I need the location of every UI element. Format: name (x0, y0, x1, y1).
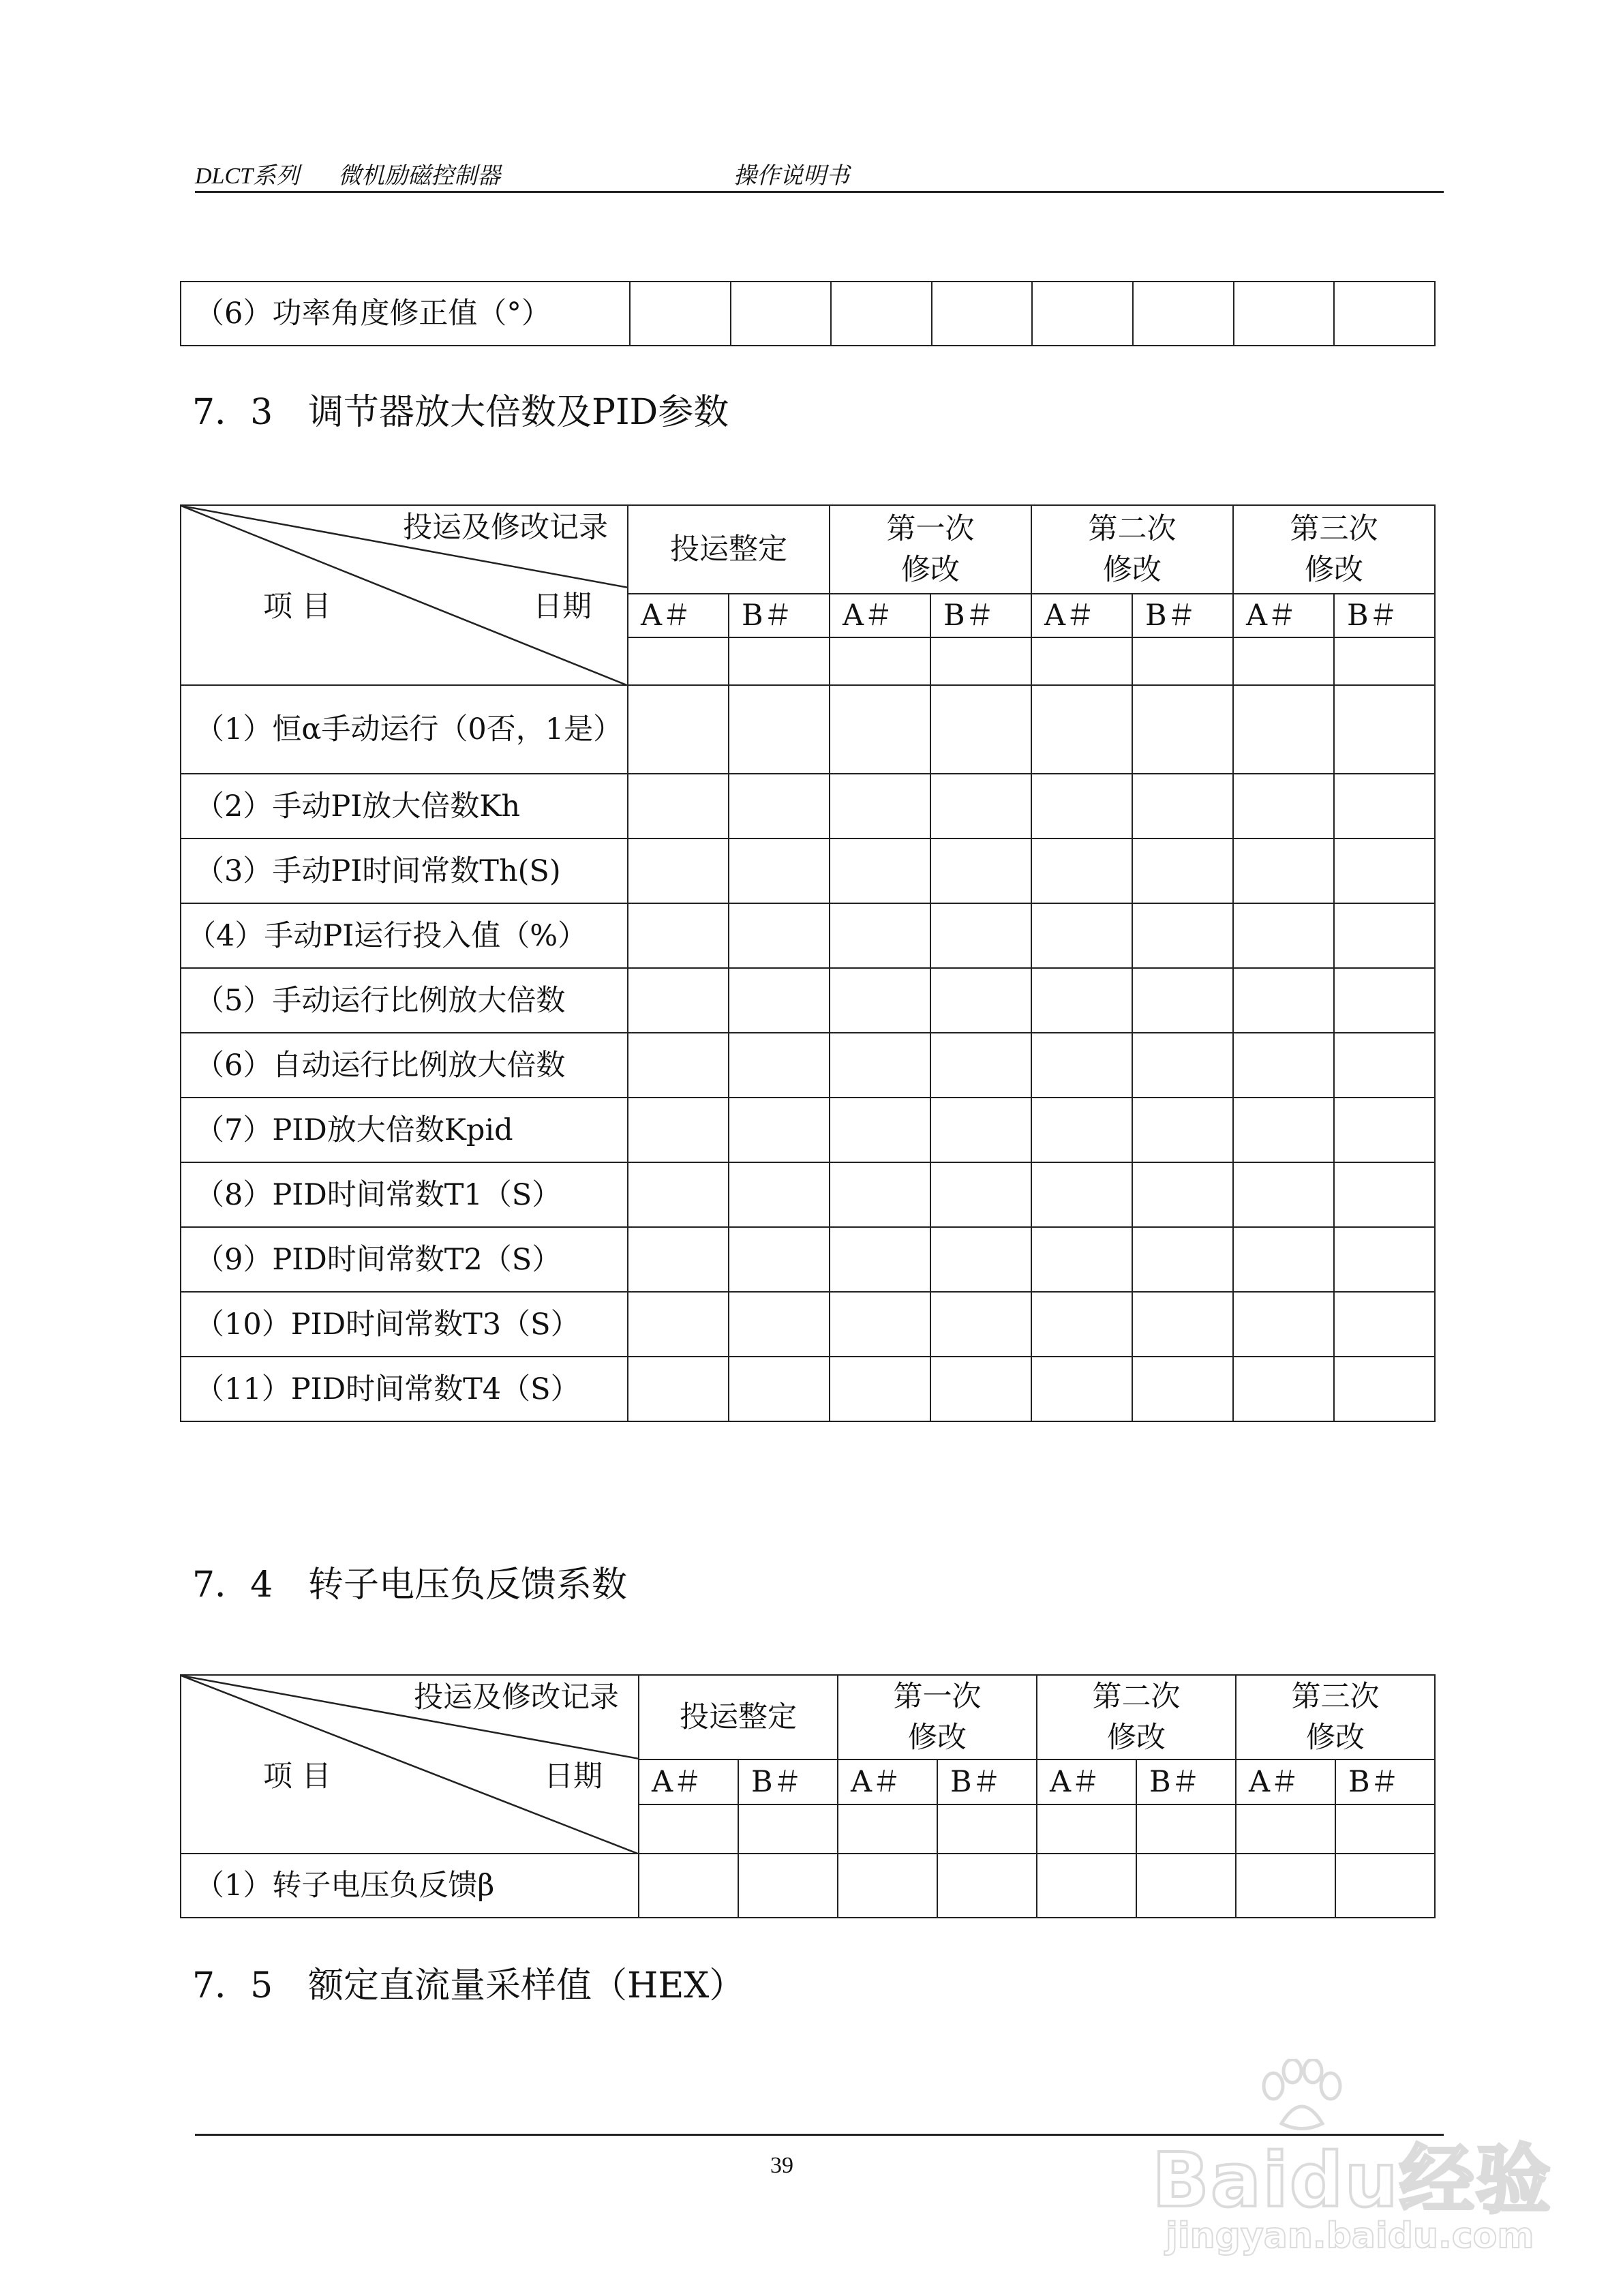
value-cell (628, 685, 729, 774)
value-cell (930, 839, 1031, 903)
value-cell (1233, 1098, 1334, 1162)
header-second-modification (1037, 1675, 1236, 1759)
value-cell (1334, 1162, 1435, 1227)
header-first-line2: 修改 (901, 553, 960, 587)
row-label: （1）恒α手动运行（0否，1是） (181, 685, 628, 774)
value-cell (930, 903, 1031, 968)
header-b-unit: B＃ (1136, 1759, 1236, 1804)
value-cell (628, 774, 729, 839)
value-cell (930, 1227, 1031, 1292)
value-cell (1334, 1357, 1435, 1421)
header-date-label: 日期 (544, 1759, 603, 1794)
value-cell (830, 839, 930, 903)
date-cell (1334, 637, 1435, 685)
value-cell (830, 968, 930, 1033)
value-cell (1136, 1854, 1236, 1918)
row-label: （4）手动PI运行投入值（%） (181, 903, 628, 968)
value-cell (628, 839, 729, 903)
value-cell (1031, 968, 1132, 1033)
value-cell (1037, 1854, 1136, 1918)
value-cell (1233, 903, 1334, 968)
value-cell (1236, 1854, 1335, 1918)
value-cell (1233, 1033, 1334, 1098)
row-label: （10）PID时间常数T3（S） (181, 1292, 628, 1357)
value-cell (628, 1227, 729, 1292)
power-angle-table (180, 281, 1436, 346)
date-cell (738, 1804, 838, 1854)
value-cell (1132, 1098, 1233, 1162)
value-cell (930, 1162, 1031, 1227)
value-cell (1233, 968, 1334, 1033)
date-cell (838, 1804, 937, 1854)
value-cell (729, 968, 830, 1033)
section-number: 7．5 (192, 1965, 273, 2006)
section-number: 7．3 (192, 392, 273, 433)
value-cell (1132, 774, 1233, 839)
value-cell (1031, 1162, 1132, 1227)
watermark-url: jingyan.baidu.com (1166, 2216, 1534, 2256)
header-first-line2: 修改 (908, 1721, 967, 1755)
value-cell (1233, 1292, 1334, 1357)
value-cell (930, 968, 1031, 1033)
value-cell (1031, 774, 1132, 839)
value-cell (1334, 839, 1435, 903)
value-cell (830, 1033, 930, 1098)
value-cell (1132, 839, 1233, 903)
value-cell (1334, 1098, 1435, 1162)
value-cell (830, 1357, 930, 1421)
header-third-line1: 第三次 (1290, 512, 1378, 546)
header-a-unit: A＃ (1236, 1759, 1335, 1804)
header-third-modification (1236, 1675, 1435, 1759)
header-first-modification (830, 505, 1031, 594)
value-cell (1132, 685, 1233, 774)
value-cell (630, 282, 731, 346)
header-b-unit: B＃ (1335, 1759, 1435, 1804)
header-second-line1: 第二次 (1092, 1680, 1181, 1714)
value-cell (1233, 1357, 1334, 1421)
header-second-line1: 第二次 (1088, 512, 1177, 546)
value-cell (1132, 1292, 1233, 1357)
date-cell (628, 637, 729, 685)
value-cell (930, 774, 1031, 839)
value-cell (738, 1854, 838, 1918)
value-cell (1334, 774, 1435, 839)
value-cell (1132, 903, 1233, 968)
date-cell (639, 1804, 738, 1854)
section-7-3-title (192, 383, 729, 434)
header-document: 操作说明书 (733, 164, 849, 189)
value-cell (1031, 1292, 1132, 1357)
value-cell (729, 1098, 830, 1162)
header-second-modification (1031, 505, 1233, 594)
date-cell (1136, 1804, 1236, 1854)
header-third-line2: 修改 (1306, 1721, 1365, 1755)
value-cell (1031, 839, 1132, 903)
header-first-line1: 第一次 (893, 1680, 982, 1714)
header-second-line2: 修改 (1103, 553, 1162, 587)
value-cell (729, 1033, 830, 1098)
value-cell (628, 1098, 729, 1162)
diagonal-header-cell (181, 505, 628, 685)
header-a-unit: A＃ (1233, 594, 1334, 637)
header-item-label: 项 目 (263, 1759, 331, 1794)
value-cell (930, 1098, 1031, 1162)
value-cell (930, 1292, 1031, 1357)
header-second-line2: 修改 (1107, 1721, 1166, 1755)
date-cell (1335, 1804, 1435, 1854)
date-cell (1031, 637, 1132, 685)
value-cell (628, 903, 729, 968)
header-third-modification (1233, 505, 1435, 594)
value-cell (830, 903, 930, 968)
value-cell (1031, 1357, 1132, 1421)
value-cell (729, 1227, 830, 1292)
value-cell (830, 1227, 930, 1292)
row-label: （6）自动运行比例放大倍数 (181, 1033, 628, 1098)
value-cell (1133, 282, 1234, 346)
value-cell (731, 282, 832, 346)
section-heading: 额定直流量采样值（HEX） (308, 1965, 745, 2006)
value-cell (628, 1292, 729, 1357)
header-commissioning: 投运整定 (628, 505, 830, 594)
value-cell (729, 1162, 830, 1227)
value-cell (1233, 774, 1334, 839)
header-b-unit: B＃ (937, 1759, 1037, 1804)
header-b-unit: B＃ (729, 594, 830, 637)
diagonal-header-cell (181, 1675, 639, 1854)
row-label: （3）手动PI时间常数Th(S) (181, 839, 628, 903)
header-b-unit: B＃ (1132, 594, 1233, 637)
header-first-modification (838, 1675, 1037, 1759)
value-cell (639, 1854, 738, 1918)
header-a-unit: A＃ (1031, 594, 1132, 637)
header-item-label: 项 目 (263, 590, 331, 624)
date-cell (937, 1804, 1037, 1854)
date-cell (930, 637, 1031, 685)
value-cell (1031, 1098, 1132, 1162)
value-cell (1334, 1292, 1435, 1357)
value-cell (1031, 685, 1132, 774)
value-cell (930, 1357, 1031, 1421)
date-cell (1233, 637, 1334, 685)
value-cell (1032, 282, 1133, 346)
value-cell (1233, 839, 1334, 903)
date-cell (1132, 637, 1233, 685)
header-a-unit: A＃ (830, 594, 930, 637)
value-cell (1233, 1227, 1334, 1292)
value-cell (1132, 1033, 1233, 1098)
value-cell (930, 685, 1031, 774)
row-label: （1）转子电压负反馈β (181, 1854, 639, 1918)
regulator-pid-table (180, 504, 1436, 1422)
date-cell (1037, 1804, 1136, 1854)
row-label: （7）PID放大倍数Kpid (181, 1098, 628, 1162)
header-b-unit: B＃ (930, 594, 1031, 637)
section-heading: 转子电压负反馈系数 (308, 1565, 628, 1605)
value-cell (1132, 1357, 1233, 1421)
header-a-unit: A＃ (628, 594, 729, 637)
header-third-line1: 第三次 (1291, 1680, 1380, 1714)
value-cell (1132, 1227, 1233, 1292)
value-cell (1132, 968, 1233, 1033)
section-heading: 调节器放大倍数及PID参数 (308, 392, 729, 433)
page-number: 39 (770, 2153, 793, 2178)
value-cell (1334, 282, 1435, 346)
value-cell (937, 1854, 1037, 1918)
value-cell (830, 1098, 930, 1162)
value-cell (830, 774, 930, 839)
header-first-line1: 第一次 (886, 512, 975, 546)
value-cell (729, 685, 830, 774)
value-cell (729, 1292, 830, 1357)
value-cell (628, 968, 729, 1033)
header-record-label: 投运及修改记录 (403, 511, 608, 545)
value-cell (1334, 1227, 1435, 1292)
row-label: （8）PID时间常数T1（S） (181, 1162, 628, 1227)
page-header (195, 155, 1444, 193)
row-label: （2）手动PI放大倍数Kh (181, 774, 628, 839)
value-cell (1233, 685, 1334, 774)
value-cell (1031, 1033, 1132, 1098)
watermark-brand: Baidu经验 (1152, 2136, 1552, 2224)
value-cell (838, 1854, 937, 1918)
value-cell (830, 1292, 930, 1357)
value-cell (1334, 903, 1435, 968)
header-a-unit: A＃ (1037, 1759, 1136, 1804)
value-cell (830, 685, 930, 774)
value-cell (628, 1033, 729, 1098)
date-cell (729, 637, 830, 685)
value-cell (930, 1033, 1031, 1098)
value-cell (729, 903, 830, 968)
row-label: （11）PID时间常数T4（S） (181, 1357, 628, 1421)
value-cell (1031, 1227, 1132, 1292)
value-cell (1335, 1854, 1435, 1918)
value-cell (628, 1357, 729, 1421)
value-cell (628, 1162, 729, 1227)
section-7-5-title (192, 1957, 744, 2008)
header-b-unit: B＃ (738, 1759, 838, 1804)
rotor-voltage-table (180, 1674, 1436, 1918)
row-label: （5）手动运行比例放大倍数 (181, 968, 628, 1033)
row-label-power-angle: （6）功率角度修正值（°） (181, 282, 630, 346)
value-cell (831, 282, 932, 346)
value-cell (1334, 968, 1435, 1033)
header-b-unit: B＃ (1334, 594, 1435, 637)
date-cell (1236, 1804, 1335, 1854)
value-cell (1233, 1162, 1334, 1227)
value-cell (1132, 1162, 1233, 1227)
section-number: 7．4 (192, 1565, 273, 1605)
value-cell (1334, 1033, 1435, 1098)
row-label: （9）PID时间常数T2（S） (181, 1227, 628, 1292)
value-cell (729, 839, 830, 903)
baidu-watermark (1152, 2059, 1561, 2263)
header-a-unit: A＃ (639, 1759, 738, 1804)
header-third-line2: 修改 (1305, 553, 1363, 587)
value-cell (1234, 282, 1335, 346)
header-commissioning: 投运整定 (639, 1675, 838, 1759)
section-7-4-title (192, 1556, 627, 1607)
header-date-label: 日期 (533, 590, 592, 624)
value-cell (729, 1357, 830, 1421)
value-cell (729, 774, 830, 839)
value-cell (1031, 903, 1132, 968)
value-cell (830, 1162, 930, 1227)
value-cell (1334, 685, 1435, 774)
header-a-unit: A＃ (838, 1759, 937, 1804)
value-cell (932, 282, 1033, 346)
header-record-label: 投运及修改记录 (414, 1680, 619, 1715)
date-cell (830, 637, 930, 685)
header-series: DLCT系列 (195, 164, 300, 189)
header-product: 微机励磁控制器 (338, 164, 500, 189)
